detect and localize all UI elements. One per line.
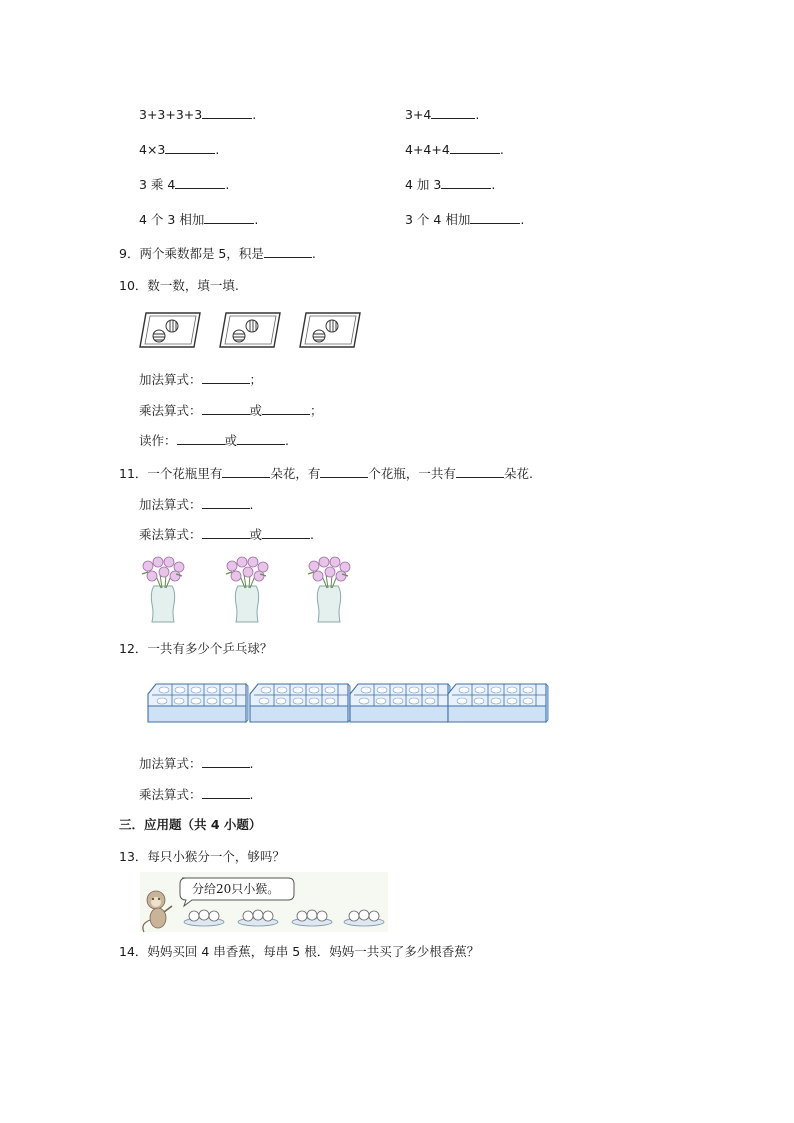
q12-multiplication-line: 乘法算式： . [139,787,254,802]
ping-pong-box-icon [148,684,248,722]
monkey-icon [143,891,172,932]
ball-box-icon [220,313,280,347]
ball-box-icon [140,313,200,347]
q10-addition-line: 加法算式： ； [139,372,263,387]
answer-blank[interactable] [237,432,285,445]
answer-blank[interactable] [202,371,250,384]
q9-question: 9．两个乘数都是 5，积是 . [119,246,316,261]
q10-multiplication-line: 乘法算式： 或 ； [139,403,323,418]
peach-plate-icon [184,910,224,926]
answer-blank[interactable] [222,465,270,478]
q8-left-1: 3+3+3+3 . [139,107,257,122]
q11-addition-line: 加法算式： . [139,497,254,512]
answer-blank[interactable] [470,211,520,224]
ball-boxes-illustration [138,311,360,351]
answer-blank[interactable] [175,176,225,189]
answer-blank[interactable] [262,526,310,539]
q13-title: 13．每只小猴分一个，够吗？ [119,849,285,864]
ping-pong-box-icon [250,684,350,722]
q14-title: 14．妈妈买回 4 串香蕉，每串 5 根．妈妈一共买了多少根香蕉？ [119,944,480,959]
answer-blank[interactable] [202,402,250,415]
q8-left-2: 4×3 . [139,142,220,157]
answer-blank[interactable] [165,141,215,154]
ping-pong-boxes-illustration [148,682,552,726]
flower-vases-illustration [138,554,356,626]
peach-plate-icon [344,910,384,926]
q11-multiplication-line: 乘法算式： 或 . [139,527,315,542]
vase-icon [308,557,350,622]
answer-blank[interactable] [177,432,225,445]
answer-blank[interactable] [202,526,250,539]
vase-icon [142,557,184,622]
q8-right-1: 3+4 . [405,107,480,122]
ping-pong-box-icon [350,684,450,722]
q10-title: 10．数一数，填一填. [119,278,239,293]
q11-question: 11．一个花瓶里有 朵花，有 个花瓶，一共有 朵花. [119,466,533,481]
answer-blank[interactable] [262,402,310,415]
answer-blank[interactable] [431,106,475,119]
answer-blank[interactable] [450,141,500,154]
answer-blank[interactable] [202,755,250,768]
peach-plate-icon [238,910,278,926]
ping-pong-box-icon [448,684,548,722]
q10-reading-line: 读作： 或 . [139,433,290,448]
vase-icon [226,557,268,622]
monkey-peaches-illustration [140,872,388,932]
q12-addition-line: 加法算式： . [139,756,254,771]
section-3-heading: 三．应用题（共 4 小题） [119,817,262,832]
q8-right-2: 4+4+4 . [405,142,504,157]
q8-left-3: 3 乘 4 . [139,177,230,192]
answer-blank[interactable] [202,106,252,119]
answer-blank[interactable] [204,211,254,224]
ball-box-icon [300,313,360,347]
answer-blank[interactable] [264,245,312,258]
q8-right-4: 3 个 4 相加 . [405,212,525,227]
peach-plate-icon [292,910,332,926]
answer-blank[interactable] [202,786,250,799]
q8-right-3: 4 加 3 . [405,177,496,192]
q8-left-4: 4 个 3 相加 . [139,212,259,227]
answer-blank[interactable] [441,176,491,189]
answer-blank[interactable] [456,465,504,478]
speech-bubble-text: 分给20只小猴。 [192,882,280,896]
answer-blank[interactable] [320,465,368,478]
q12-title: 12．一共有多少个乒乓球？ [119,641,273,656]
answer-blank[interactable] [202,496,250,509]
